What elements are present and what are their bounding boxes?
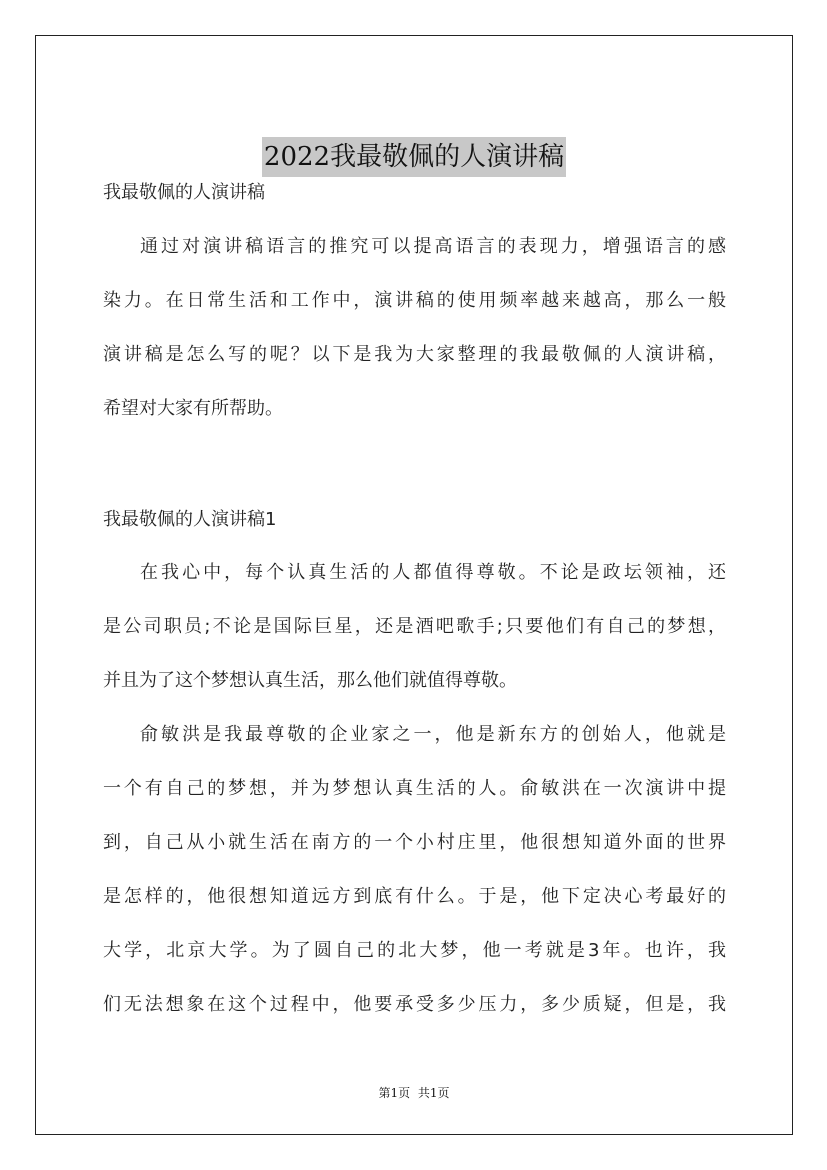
intro-line: 希望对大家有所帮助。 [103, 398, 283, 419]
document-page [35, 35, 793, 1135]
section-heading: 我最敬佩的人演讲稿1 [103, 509, 277, 530]
paragraph1-line: 是公司职员;不论是国际巨星，还是酒吧歌手;只要他们有自己的梦想， [103, 616, 726, 637]
intro-line: 演讲稿是怎么写的呢？以下是我为大家整理的我最敬佩的人演讲稿， [103, 344, 726, 365]
page-number-total: 共1页 [417, 1086, 450, 1100]
paragraph2-line: 大学，北京大学。为了圆自己的北大梦，他一考就是3年。也许，我 [103, 940, 726, 961]
document-title: 2022我最敬佩的人演讲稿 [262, 137, 566, 177]
page-number-current: 第1页 [378, 1086, 411, 1100]
paragraph1-line: 在我心中，每个认真生活的人都值得尊敬。不论是政坛领袖，还 [140, 562, 726, 583]
subtitle: 我最敬佩的人演讲稿 [103, 182, 265, 203]
intro-line: 染力。在日常生活和工作中，演讲稿的使用频率越来越高，那么一般 [103, 290, 726, 311]
paragraph2-line: 到，自己从小就生活在南方的一个小村庄里，他很想知道外面的世界 [103, 832, 726, 853]
paragraph2-line: 是怎样的，他很想知道远方到底有什么。于是，他下定决心考最好的 [103, 886, 726, 907]
paragraph2-line: 一个有自己的梦想，并为梦想认真生活的人。俞敏洪在一次演讲中提 [103, 778, 726, 799]
title-container [36, 137, 792, 177]
paragraph1-line: 并且为了这个梦想认真生活，那么他们就值得尊敬。 [103, 670, 517, 691]
paragraph2-line: 们无法想象在这个过程中，他要承受多少压力，多少质疑，但是，我 [103, 994, 726, 1015]
page-footer [36, 1084, 792, 1101]
intro-line: 通过对演讲稿语言的推究可以提高语言的表现力，增强语言的感 [140, 236, 726, 257]
paragraph2-line: 俞敏洪是我最尊敬的企业家之一，他是新东方的创始人，他就是 [140, 724, 726, 745]
